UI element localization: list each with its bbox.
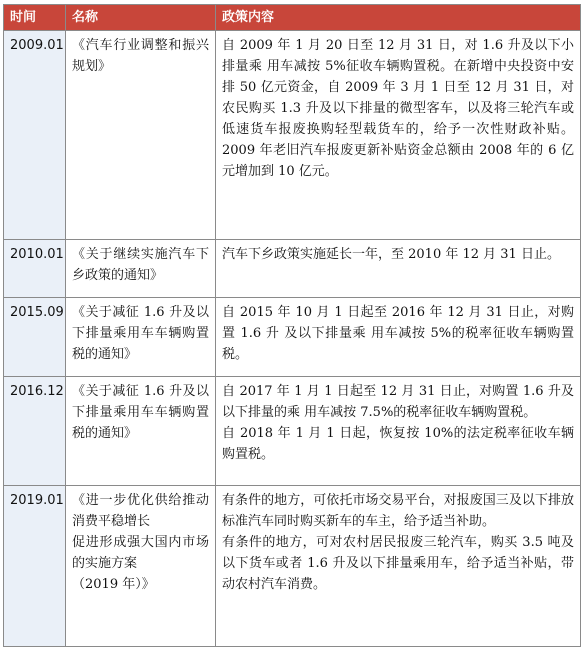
cell-time: 2019.01 <box>4 486 66 647</box>
table-row <box>4 486 581 647</box>
policy-name: 《进一步优化供给推动消费平稳增长 <box>72 493 209 529</box>
table-row <box>4 240 581 298</box>
cell-name <box>66 240 216 298</box>
header-content: 政策内容 <box>216 5 581 31</box>
policy-name: 《关于减征 1.6 升及以下排量乘用车车辆购置税的通知》 <box>72 305 209 362</box>
policy-content: 自 2017 年 1 月 1 日起至 12 月 31 日止，对购置 1.6 升及以下排量的乘 用车减按 7.5%的税率征收车辆购置税。 <box>222 384 574 420</box>
header-time: 时间 <box>4 5 66 31</box>
table-row <box>4 31 581 240</box>
cell-content <box>216 298 581 377</box>
policy-content: 自 2015 年 10 月 1 日起至 2016 年 12 月 31 日止，对购置 1.6 升 及以下排量乘 用车减按 5%的税率征收车辆购置税。 <box>222 305 574 362</box>
table-header <box>4 5 581 31</box>
policy-content: 有条件的地方，可依托市场交易平台，对报废国三及以下排放标准汽车同时购买新车的车主，给予适当补助。 <box>222 493 574 529</box>
policy-content: 自 2018 年 1 月 1 日起，恢复按 10%的法定税率征收车辆购置税。 <box>222 426 574 462</box>
table-row <box>4 298 581 377</box>
policy-name: （2019 年）》 <box>72 577 155 592</box>
cell-name <box>66 31 216 240</box>
policy-name: 《关于继续实施汽车下乡政策的通知》 <box>72 247 209 283</box>
cell-name <box>66 298 216 377</box>
policy-content: 有条件的地方，可对农村居民报废三轮汽车，购买 3.5 吨及以下货车或者 1.6 升及以下排量乘用车，给予适当补贴，带动农村汽车消费。 <box>222 535 574 592</box>
cell-content <box>216 486 581 647</box>
cell-name <box>66 486 216 647</box>
cell-time: 2010.01 <box>4 240 66 298</box>
cell-content <box>216 240 581 298</box>
cell-time: 2009.01 <box>4 31 66 240</box>
cell-time: 2015.09 <box>4 298 66 377</box>
policy-name: 《关于减征 1.6 升及以下排量乘用车车辆购置税的通知》 <box>72 384 209 441</box>
cell-time: 2016.12 <box>4 377 66 486</box>
cell-name <box>66 377 216 486</box>
cell-content <box>216 377 581 486</box>
policy-name: 《汽车行业调整和振兴规划》 <box>72 38 209 74</box>
policy-name: 促进形成强大国内市场的实施方案 <box>72 535 209 571</box>
header-name: 名称 <box>66 5 216 31</box>
cell-content <box>216 31 581 240</box>
policy-content: 汽车下乡政策实施延长一年，至 2010 年 12 月 31 日止。 <box>222 247 560 262</box>
policy-content: 自 2009 年 1 月 20 日至 12 月 31 日，对 1.6 升及以下小排量乘 用车减按 5%征收车辆购置税。在新增中央投资中安排 50 亿元资金，自 2009 年 3 月 1 日至 12 月 31 日，对农民购买 1.3 升及以下排量的微型客车，以及将三轮汽车或低速货车报废换购轻型载货车的，给予一次性财政补贴。2009 年老旧汽车报废更新补贴资金总额由 2008 年的 6 亿元增加到 10 亿元。 <box>222 38 574 179</box>
table-row <box>4 377 581 486</box>
policy-table <box>3 4 581 647</box>
